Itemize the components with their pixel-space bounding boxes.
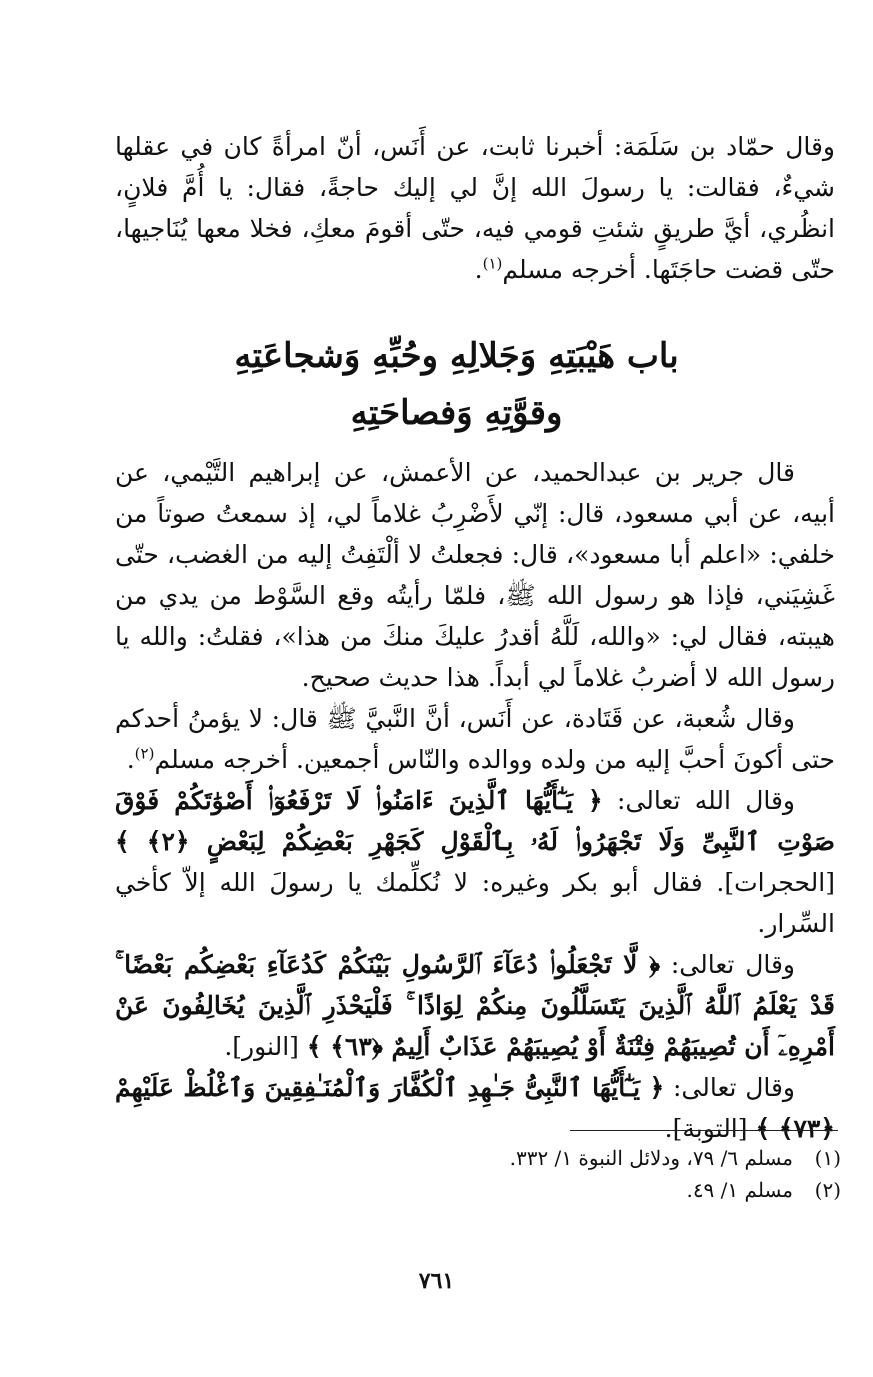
intro-text: وقال حمّاد بن سَلَمَة: أخبرنا ثابت، عن أَنَس، أنّ امرأةً كان في عقلها شيءٌ، فقالت: يا رسولَ الله إنَّ لي إليك حاجةً، فقال: يا أُمَّ فلانٍ، انظُري، أيَّ طريقٍ شئتِ قومي فيه، حتّى أقومَ معكِ، فخلا معها يُنَاجيها، حتّى قضت حاجَتَها. أخرجه مسلم bbox=[115, 132, 835, 284]
footnote-1-number: (١) bbox=[814, 1146, 841, 1170]
chapter-heading-line-1: باب هَيْبَتِهِ وَجَلالِهِ وحُبِّهِ وَشجاعَتِهِ bbox=[234, 336, 679, 376]
footnote-1 bbox=[115, 1142, 841, 1174]
main-text bbox=[115, 452, 835, 1149]
paragraph-shuba-text: وقال شُعبة، عن قَتَادة، عن أَنَس، أنَّ النَّبيَّ ﷺ قال: لا يؤمنُ أحدكم حتى أكونَ أحبَّ إليه من ولده ووالده والنّاس أجمعين. أخرجه مسلم bbox=[115, 704, 835, 774]
nur-lead: وقال تعالى: bbox=[670, 950, 796, 979]
footnote-ref-1[interactable]: (١) bbox=[482, 254, 503, 273]
footnote-divider bbox=[570, 1130, 838, 1131]
chapter-heading-line-2: وقوَّتِهِ وَفصاحَتِهِ bbox=[350, 393, 563, 433]
tawba-lead: وقال تعالى: bbox=[672, 1073, 796, 1102]
paragraph-nur bbox=[115, 944, 835, 1067]
paragraph-shuba-tail: . bbox=[126, 745, 135, 774]
footnote-2-number: (٢) bbox=[814, 1178, 841, 1202]
tawba-rest: [التوبة]. bbox=[664, 1114, 748, 1143]
paragraph-jarir bbox=[115, 452, 835, 698]
hujurat-lead: وقال الله تعالى: bbox=[616, 786, 795, 815]
nur-rest: [النور]. bbox=[224, 1032, 299, 1061]
quran-verse-hujurat: ﴿ يَـٰٓأَيُّهَا ٱلَّذِينَ ءَامَنُوا۟ لَا تَرْفَعُوٓا۟ أَصْوَٰتَكُمْ فَوْقَ صَوْتِ ٱلنَّبِىِّ وَلَا تَجْهَرُوا۟ لَهُۥ بِٱلْقَوْلِ كَجَهْرِ بَعْضِكُمْ لِبَعْضٍ ﴿٢﴾ ﴾ bbox=[115, 786, 835, 856]
footnote-ref-2[interactable]: (٢) bbox=[134, 744, 155, 763]
intro-paragraph bbox=[115, 126, 835, 290]
quran-verse-tawba: ﴿ يَـٰٓأَيُّهَا ٱلنَّبِىُّ جَـٰهِدِ ٱلْكُفَّارَ وَٱلْمُنَـٰفِقِينَ وَٱغْلُظْ عَلَيْهِمْ ﴿٧٣﴾ ﴾ bbox=[115, 1073, 835, 1143]
intro-tail: . bbox=[474, 255, 483, 284]
footnote-2 bbox=[115, 1174, 841, 1206]
paragraph-jarir-text: قال جرير بن عبدالحميد، عن الأعمش، عن إبراهيم التَّيْمي، عن أبيه، عن أبي مسعود، قال: إنّي لأَضْرِبُ غلاماً لي، إذ سمعتُ صوتاً من خلفي: «اعلم أبا مسعود»، قال: فجعلتُ لا ألْتَفِتُ إليه من الغضب، حتّى غَشِيَني، فإذا هو رسول الله ﷺ، فلمّا رأيتُه وقع السَّوْط من يدي من هيبته، فقال لي: «والله، لَلَّهُ أقدرُ عليكَ منكَ من هذا»، فقلتُ: والله يا رسول الله لا أضربُ غلاماً لي أبداً. هذا حديث صحيح. bbox=[115, 458, 835, 692]
footnote-2-text: مسلم ١/ ٤٩. bbox=[686, 1178, 793, 1202]
paragraph-tawba bbox=[115, 1067, 835, 1149]
page-number: ٧٦١ bbox=[418, 1268, 455, 1294]
footnote-1-text: مسلم ٦/ ٧٩، ودلائل النبوة ١/ ٣٣٢. bbox=[509, 1146, 793, 1170]
hujurat-rest: [الحجرات]. فقال أبو بكر وغيره: لا نُكلِّمك يا رسولَ الله إلاّ كأخي السِّرار. bbox=[115, 868, 835, 938]
footnotes bbox=[115, 1142, 841, 1206]
quran-verse-nur: ﴿ لَّا تَجْعَلُوا۟ دُعَآءَ ٱلرَّسُولِ بَيْنَكُمْ كَدُعَآءِ بَعْضِكُم بَعْضًا ۚ قَدْ يَعْلَمُ ٱللَّهُ ٱلَّذِينَ يَتَسَلَّلُونَ مِنكُمْ لِوَاذًا ۚ فَلْيَحْذَرِ ٱلَّذِينَ يُخَالِفُونَ عَنْ أَمْرِهِۦٓ أَن تُصِيبَهُمْ فِتْنَةٌ أَوْ يُصِيبَهُمْ عَذَابٌ أَلِيمٌ ﴿٦٣﴾ ﴾ bbox=[115, 950, 835, 1061]
paragraph-hujurat bbox=[115, 780, 835, 944]
paragraph-shuba bbox=[115, 698, 835, 780]
